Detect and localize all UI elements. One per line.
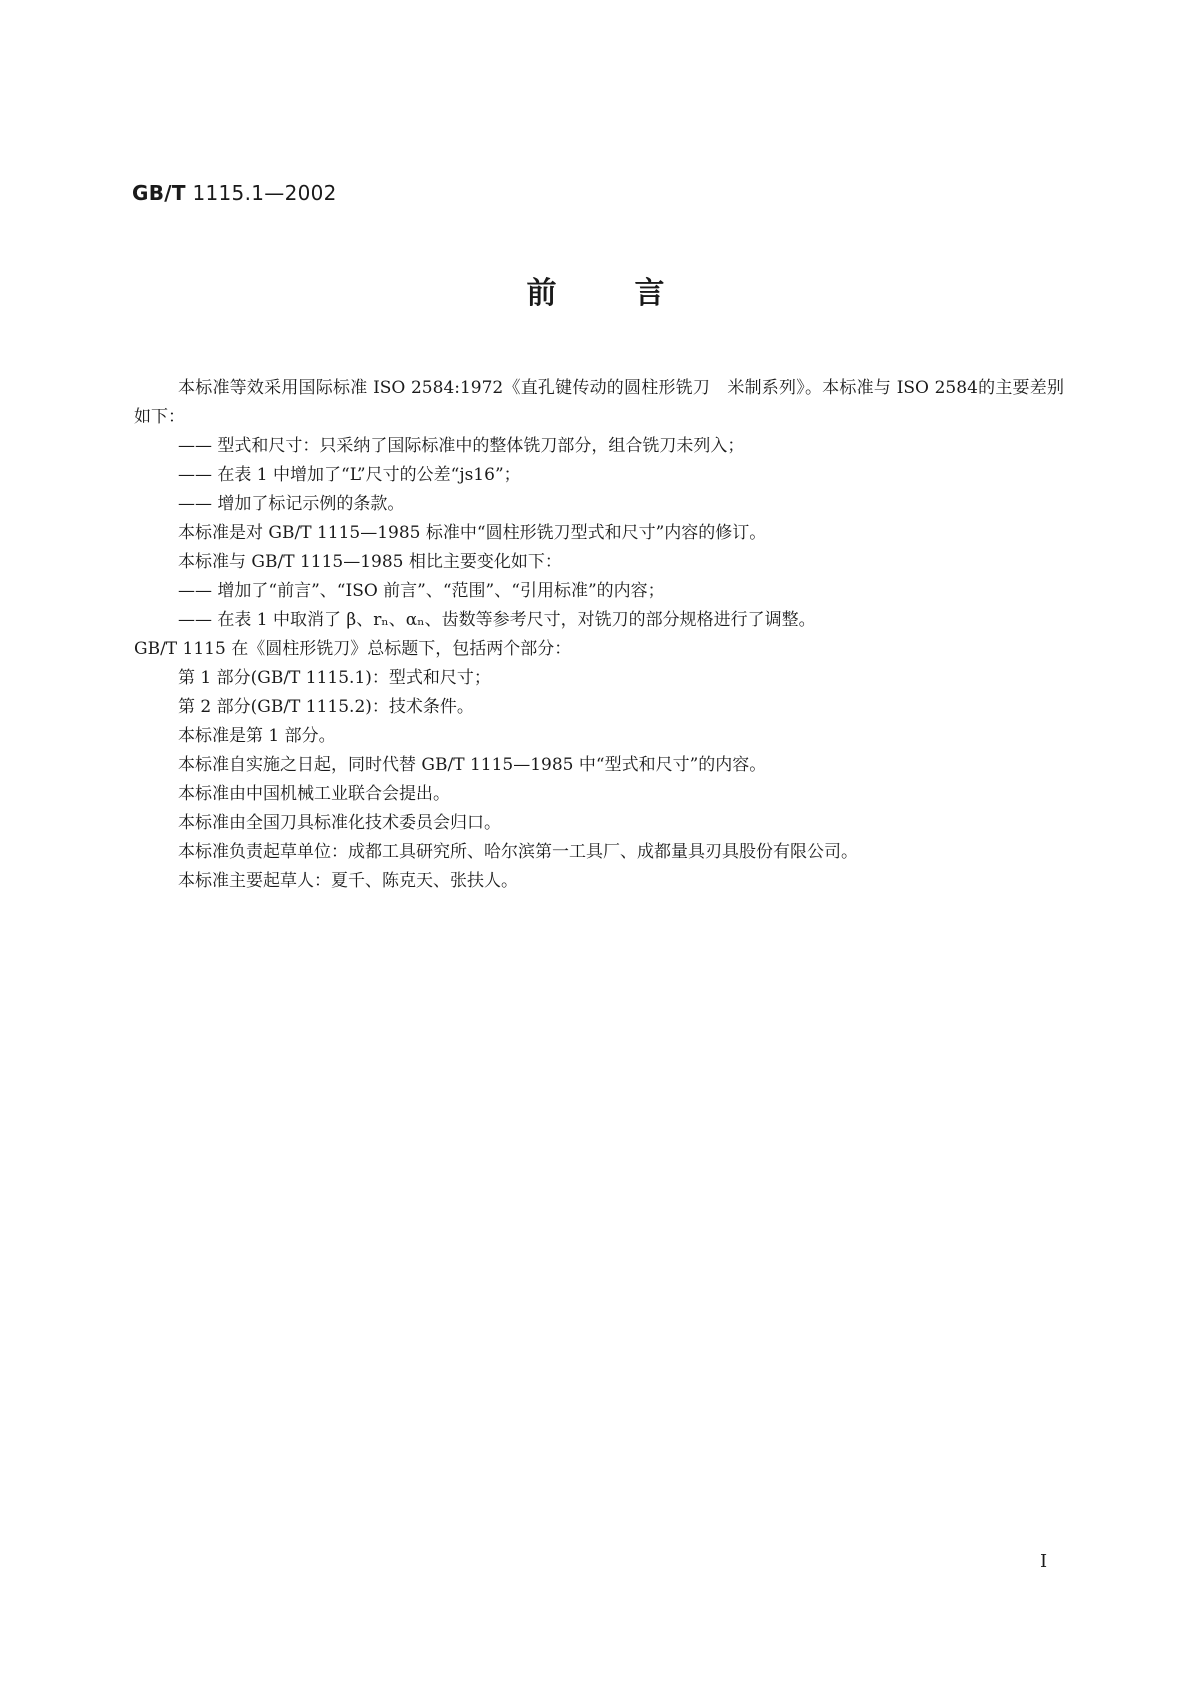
paragraph-revision: 本标准是对 GB/T 1115—1985 标准中“圆柱形铣刀型式和尺寸”内容的修订。: [178, 523, 767, 543]
foreword-body: [134, 374, 1064, 896]
page-title: 前言: [526, 276, 743, 311]
paragraph-part-statement: 本标准是第 1 部分。: [178, 726, 336, 746]
standard-code: [132, 181, 337, 205]
list-item-part-1: 第 1 部分(GB/T 1115.1)：型式和尺寸；: [178, 668, 491, 688]
list-item-difference-1: —— 型式和尺寸：只采纳了国际标准中的整体铣刀部分，组合铣刀未列入；: [178, 436, 745, 456]
list-item-part-2: 第 2 部分(GB/T 1115.2)：技术条件。: [178, 697, 474, 717]
list-item-change-1: —— 增加了“前言”、“ISO 前言”、“范围”、“引用标准”的内容；: [178, 581, 665, 601]
paragraph-drafters: 本标准主要起草人：夏千、陈克天、张扶人。: [178, 871, 518, 891]
paragraph-centralized: 本标准由全国刀具标准化技术委员会归口。: [178, 813, 501, 833]
standard-number: 1115.1—2002: [192, 181, 337, 205]
list-item-difference-2: —— 在表 1 中增加了“L”尺寸的公差“js16”；: [178, 465, 521, 485]
paragraph-changes-intro: 本标准与 GB/T 1115—1985 相比主要变化如下：: [178, 552, 562, 572]
list-item-difference-3: —— 增加了标记示例的条款。: [178, 494, 405, 514]
paragraph-proposer: 本标准由中国机械工业联合会提出。: [178, 784, 450, 804]
paragraph-intro: 本标准等效采用国际标准 ISO 2584:1972《直孔键传动的圆柱形铣刀 米制系列》。本标准与 ISO 2584的主要差别如下：: [134, 378, 1064, 427]
page-number: I: [1040, 1551, 1048, 1572]
paragraph-replacement: 本标准自实施之日起，同时代替 GB/T 1115—1985 中“型式和尺寸”的内容。: [178, 755, 767, 775]
list-item-change-2: —— 在表 1 中取消了 β、rₙ、αₙ、齿数等参考尺寸，对铣刀的部分规格进行了调整。: [178, 610, 816, 630]
paragraph-drafting-units: 本标准负责起草单位：成都工具研究所、哈尔滨第一工具厂、成都量具刃具股份有限公司。: [178, 842, 858, 862]
paragraph-parts-intro: GB/T 1115 在《圆柱形铣刀》总标题下，包括两个部分：: [134, 639, 572, 659]
standard-prefix: GB/T: [132, 181, 186, 205]
